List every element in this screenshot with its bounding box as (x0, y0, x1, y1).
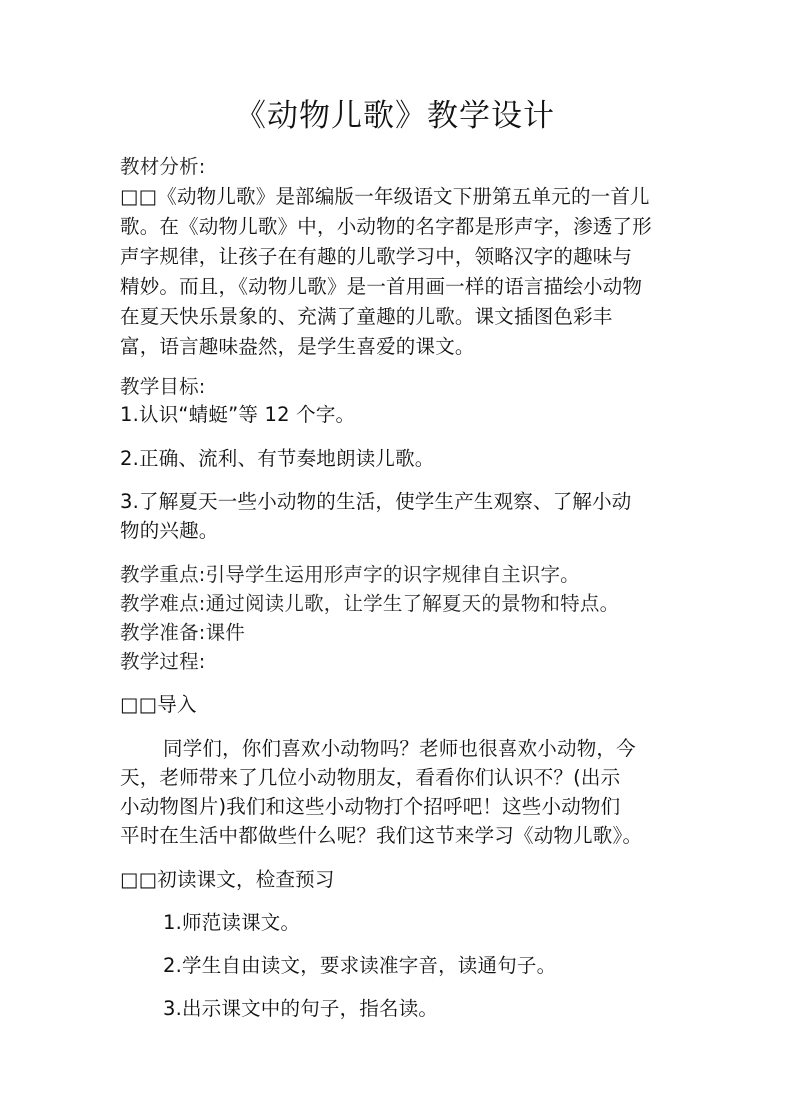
section2-item: 3.出示课文中的句子，指名读。 (163, 997, 439, 1020)
analysis-heading: 教材分析: (120, 155, 206, 178)
analysis-line: 精妙。而且，《动物儿歌》是一首用画一样的语言描绘小动物 (120, 275, 643, 298)
process-heading: 教学过程: (120, 650, 206, 673)
goal-item: 1.认识“蜻蜓”等 12 个字。 (120, 403, 356, 426)
section1-heading: □□导入 (120, 693, 197, 716)
analysis-line: 声字规律，让孩子在有趣的儿歌学习中，领略汉字的趣味与 (120, 245, 633, 268)
key-point: 教学重点:引导学生运用形声字的识字规律自主识字。 (120, 563, 580, 586)
section1-line: 小动物图片)我们和这些小动物打个招呼吧！这些小动物们 (120, 795, 621, 818)
section2-heading: □□初读课文，检查预习 (120, 868, 335, 891)
difficulty: 教学难点:通过阅读儿歌，让学生了解夏天的景物和特点。 (120, 592, 620, 615)
analysis-line: 在夏天快乐景象的、充满了童趣的儿歌。课文插图色彩丰 (120, 305, 613, 328)
section1-line: 平时在生活中都做些什么呢？我们这节来学习《动物儿歌》。 (120, 824, 643, 847)
preparation: 教学准备:课件 (120, 621, 245, 644)
goal-item: 物的兴趣。 (120, 519, 219, 542)
section2-item: 2.学生自由读文，要求读准字音，读通句子。 (163, 954, 557, 977)
analysis-line: 富，语言趣味盎然，是学生喜爱的课文。 (120, 335, 475, 358)
goals-heading: 教学目标: (120, 375, 206, 398)
section1-line: 同学们，你们喜欢小动物吗？老师也很喜欢小动物，今 (163, 737, 636, 760)
analysis-line: 歌。在《动物儿歌》中，小动物的名字都是形声字，渗透了形 (120, 215, 652, 238)
section2-item: 1.师范读课文。 (163, 911, 301, 934)
goal-item: 2.正确、流利、有节奏地朗读儿歌。 (120, 447, 435, 470)
analysis-line: □□《动物儿歌》是部编版一年级语文下册第五单元的一首儿 (120, 185, 650, 208)
goal-item: 3.了解夏天一些小动物的生活，使学生产生观察、了解小动 (120, 490, 632, 513)
section1-line: 天，老师带来了几位小动物朋友，看看你们认识不？(出示 (120, 766, 621, 789)
document-title: 《动物儿歌》教学设计 (235, 98, 555, 134)
